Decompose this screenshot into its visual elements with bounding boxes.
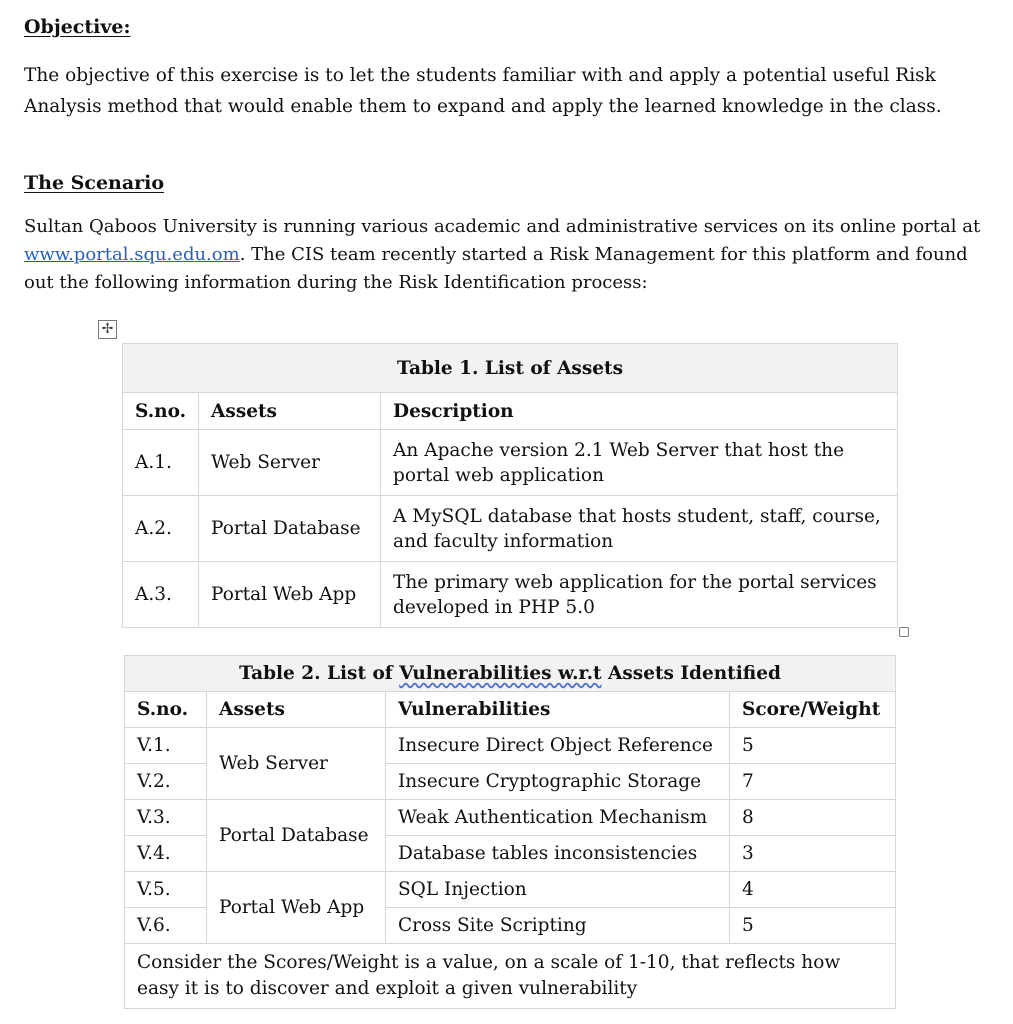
- vulnerabilities-table-title: [125, 656, 896, 692]
- portal-link[interactable]: www.portal.squ.edu.om: [24, 244, 240, 265]
- table-row: [125, 872, 896, 908]
- asset-description: The primary web application for the portal services developed in PHP 5.0: [381, 562, 898, 628]
- asset-sno: A.1.: [123, 430, 199, 496]
- scenario-text: [24, 213, 999, 297]
- asset-description: A MySQL database that hosts student, staff, course, and faculty information: [381, 496, 898, 562]
- table-row: [125, 728, 896, 764]
- vuln-score: 7: [730, 764, 896, 800]
- vuln-sno: V.2.: [125, 764, 207, 800]
- vuln-score: 4: [730, 872, 896, 908]
- vuln-name: SQL Injection: [386, 872, 730, 908]
- asset-description: An Apache version 2.1 Web Server that host the portal web application: [381, 430, 898, 496]
- vuln-sno: V.1.: [125, 728, 207, 764]
- scenario-text-start: Sultan Qaboos University is running various academic and administrative services on its online portal at: [24, 216, 981, 237]
- header-sno: S.no.: [123, 393, 199, 430]
- table-header-row: [125, 692, 896, 728]
- vuln-sno: V.5.: [125, 872, 207, 908]
- header-description: Description: [381, 393, 898, 430]
- scenario-text-end: . The CIS team recently started a Risk Management for this platform and found out the following information during the Risk Identification process:: [24, 244, 968, 293]
- vuln-score: 8: [730, 800, 896, 836]
- header-sno: S.no.: [125, 692, 207, 728]
- vuln-score: 3: [730, 836, 896, 872]
- asset-sno: A.3.: [123, 562, 199, 628]
- resize-handle-icon[interactable]: [899, 627, 909, 637]
- vuln-name: Weak Authentication Mechanism: [386, 800, 730, 836]
- vuln-asset: Portal Database: [207, 800, 386, 872]
- score-note: Consider the Scores/Weight is a value, on a scale of 1-10, that reflects how easy it is to discover and exploit a given vulnerability: [125, 944, 896, 1009]
- vulnerabilities-table: [124, 655, 896, 1009]
- asset-name: Portal Web App: [199, 562, 381, 628]
- vuln-name: Insecure Cryptographic Storage: [386, 764, 730, 800]
- asset-name: Web Server: [199, 430, 381, 496]
- vuln-score: 5: [730, 908, 896, 944]
- title-underlined: Vulnerabilities w.r.t: [399, 663, 602, 684]
- asset-sno: A.2.: [123, 496, 199, 562]
- table-header-row: [123, 393, 898, 430]
- assets-table-title: Table 1. List of Assets: [123, 344, 898, 393]
- header-assets: Assets: [199, 393, 381, 430]
- move-icon[interactable]: ✢: [98, 320, 117, 339]
- asset-name: Portal Database: [199, 496, 381, 562]
- vuln-name: Insecure Direct Object Reference: [386, 728, 730, 764]
- header-score: Score/Weight: [730, 692, 896, 728]
- assets-table: [122, 343, 898, 628]
- vuln-score: 5: [730, 728, 896, 764]
- vuln-name: Database tables inconsistencies: [386, 836, 730, 872]
- table-row: [123, 496, 898, 562]
- vuln-sno: V.4.: [125, 836, 207, 872]
- vuln-asset: Web Server: [207, 728, 386, 800]
- vuln-asset: Portal Web App: [207, 872, 386, 944]
- title-suffix: Assets Identified: [601, 663, 781, 684]
- objective-heading: Objective:: [24, 16, 131, 38]
- vuln-name: Cross Site Scripting: [386, 908, 730, 944]
- table-row: [123, 562, 898, 628]
- header-assets: Assets: [207, 692, 386, 728]
- table-row: [123, 430, 898, 496]
- vuln-sno: V.6.: [125, 908, 207, 944]
- scenario-heading: The Scenario: [24, 172, 165, 194]
- objective-text: The objective of this exercise is to let the students familiar with and apply a potential useful Risk Analysis method that would enable them to expand and apply the learned knowledge in the class.: [24, 65, 942, 117]
- header-vulnerabilities: Vulnerabilities: [386, 692, 730, 728]
- vuln-sno: V.3.: [125, 800, 207, 836]
- table-row: [125, 800, 896, 836]
- title-prefix: Table 2. List of: [239, 663, 400, 684]
